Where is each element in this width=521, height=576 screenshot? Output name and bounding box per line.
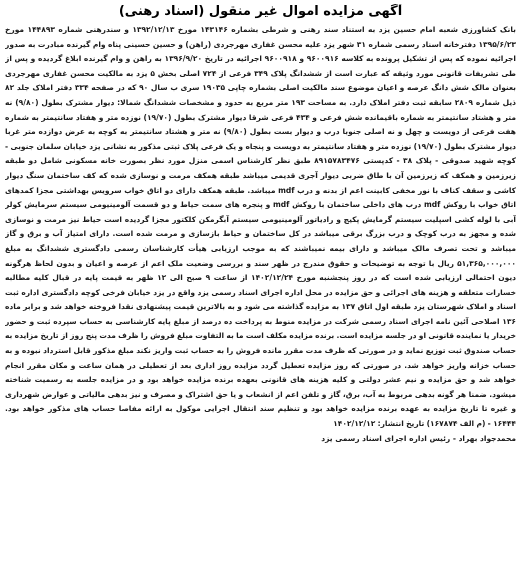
notice-signature: محمدجواد بهراد - رئیس اداره اجرای اسناد رسمی یزد xyxy=(321,433,516,443)
auction-notice xyxy=(5,4,516,572)
notice-title: آگهی مزایده اموال غیر منقول (اسناد رهنی) xyxy=(118,4,403,19)
notice-body: بانک کشاورزی شعبه امام حسین یزد به استناد سند رهنی و شرطی بشماره ۱۴۳۱۴۶ مورخ ۱۳۹۲/۱۲/۱۳ و سندرهنی شماره ۱۴۴۸۹۳ مورخ ۱۳۹۵/۶/۲۳ دفترخانه اسناد رسمی شماره ۳۱ شهر یزد علیه محسن غفاری مهرجردی (راهن) و حسین حسینی پناه وام گیرنده مبادرت به صدور اجرائیه نموده که پس از تشکیل پرونده به کلاسه ۹۶۰۰۹۱۶ و ۹۶۰۰۹۱۸ اجرائیه در تاریخ ۱۳۹۶/۹/۲۰ به راهن و وام گیرنده ابلاغ گردیده و پس از طی تشریفات قانونی مورد وثیقه که عبارت است از ششدانگ پلاک ۳۴۹ فرعی از ۷۲۴ اصلی بخش ۵ یزد به مالکیت محسن غفاری مهرجردی بعنوان مالک شش دانگ عرصه و اعیان موضوع سند مالکیت اصلی بشماره چاپی ۱۹۰۳۵ سری ب سال ۹۰ که در صفحه ۳۳۴ دفتر املاک جلد ۸۲ ذیل شماره ۲۸۰۹ سابقه ثبت دفتر املاک دارد. به مساحت ۱۹۳ متر مربع به حدود و مشخصات ششدانگ شمالا: دیوار مشترک بطول (۹/۸۰) نه متر و هشتاد سانتیمتر به شماره باقیمانده شش فرعی و ۴۳۴ فرعی شرقا دیوار مشترک بطول (۱۹/۷۰) نوزده متر و هفتاد سانتیمتر به شماره هفت فرعی از دویست و چهل و نه اصلی جنوبا درب و دیوار بست بطول (۹/۸۰) نه متر و هشتاد سانتیمتر به کوچه به عرض دوازده متر غربا دیوار مشترک بطول (۱۹/۷۰) نوزده متر و هفتاد سانتیمتر به دویست و پنجاه و یک فرعی پلاک ثبتی مذکور به نشانی یزد خیابان سلمان جنوبی - کوچه شهید صدوقی - پلاک ۳۸ - کدپستی ۸۹۱۵۷۸۳۴۷۶ طبق نظر کارشناس اسمی منزل مورد نظر بصورت خانه مسکونی شامل دو طبقه زیرزمین و همکف که زیرزمین آن با طاق ضربی دیوار آجری قدیمی میباشد طبقه همکف مرمت و نوسازی شده که کف ساختمان سنگ دیوار کاشی و سقف کناف با نور مخفی کابینت اعم از بدنه و درب mdf میباشد. طبقه همکف دارای دو اتاق خواب سرویس بهداشتی مجزا کمدهای اتاق خواب با روکش mdf درب های داخلی ساختمان با روکش mdf و پنجره های سمت حیاط و دو قسمت آلومینیومی سیستم سرمایش کولر آبی با لوله کشی اسپلیت سیستم گرمایش پکیج و رادیاتور آلومینیومی سیستم آبگرمکن کلکتور مجزا گردیده است حیاط نیز مرمت و نوسازی شده و مجهز به درب کوچک و درب بزرگ برقی میباشد در کل ساختمان و حیاط بازسازی و مرمت شده است. دارای امتیاز آب و برق و گاز میباشد و تحت تصرف مالک میباشد و دارای بیمه نمیباشند که به موجب ارزیابی هیأت کارشناسان رسمی دادگستری ششدانگ به مبلغ ۵۱,۳۶۵,۰۰۰,۰۰۰ ریال با توجه به توضیحات و حقوق مندرج در ظهر سند و بررسی وضعیت ملک اعم از عرصه و اعیان و بدون لحاظ هرگونه دیون احتمالی ارزیابی شده است که در روز پنجشنبه مورخ ۱۴۰۲/۱۲/۲۴ از ساعت ۹ صبح الی ۱۲ ظهر به قیمت پایه در قبال کلیه مطالبه خسارات متعلقه و هزینه های اجرائی و حق مزایده در محل اداره اجرای اسناد رسمی یزد واقع در یزد خیابان فرخی کوچه دادگستری اداره ثبت اسناد و املاک شهرستان یزد طبقه اول اتاق ۱۳۷ به مزایده گذاشته می شود و به بالاترین قیمت پیشنهادی نقدا فروخته خواهد شد و برابر ماده ۱۳۶ اصلاحی آئین نامه اجرای اسناد رسمی شرکت در مزایده منوط به پرداخت ده درصد از مبلغ پایه کارشناسی به حساب سپرده ثبت و حضور خریدار یا نماینده قانونی او در جلسه مزایده است. برنده مزایده مکلف است ما به التفاوت مبلغ فروش را ظرف مدت پنج روز از تاریخ مزایده به حساب صندوق ثبت توزیع نماید و در صورتی که ظرف مدت مقرر مانده فروش را به حساب ثبت واریز نکند مبلغ مذکور قابل استرداد نبوده و به حساب خزانه واریز خواهد شد. در صورتی که روز مزایده تعطیل گردد مزایده روز اداری بعد از تعطیلی در همان ساعت و مکان مقرر انجام خواهد شد و حق مزایده و نیم عشر دولتی و کلیه هزینه های قانونی بعهده برنده مزایده خواهد بود و در مزایده جلسه به رسمیت شناخته میشود. ضمنا هر گونه بدهی مربوط به آب، برق، گاز و تلفن اعم از انشعاب و یا حق اشتراک و مصرف و نیز بدهی مالیاتی و عوارض شهرداری و غیره تا تاریخ مزایده به عهده برنده مزایده خواهد بود و تنظیم سند انتقال اجرایی موکول به ارائه مفاصا حساب های مذکور خواهد بود. ۱۶۴۴۴ - (م الف ۱۶۷۸۷۴) تاریخ انتشار: ۱۴۰۲/۱۲/۱۲ xyxy=(5,25,516,429)
